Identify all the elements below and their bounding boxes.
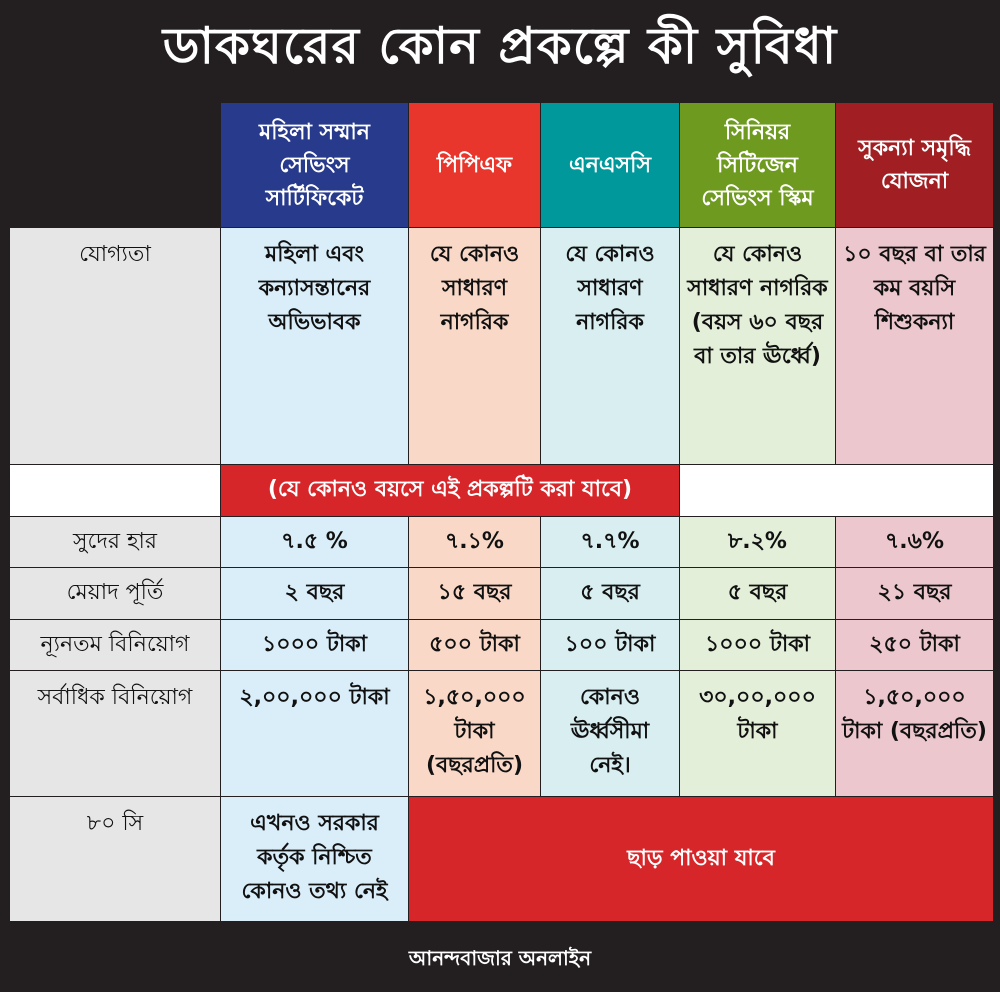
note-row-right-blank — [680, 465, 993, 516]
row-label-min-investment: ন্যূনতম বিনিয়োগ — [10, 620, 220, 670]
header-nsc: এনএসসি — [541, 103, 679, 227]
cell-eligibility-nsc: যে কোনও সাধারণ নাগরিক — [541, 228, 679, 464]
cell-interest-ppf: ৭.১% — [409, 517, 540, 567]
cell-maturity-ppf: ১৫ বছর — [409, 568, 540, 619]
cell-eligibility-senior: যে কোনও সাধারণ নাগরিক (বয়স ৬০ বছর বা তার ঊর্ধ্বে) — [680, 228, 835, 464]
cell-eligibility-ppf: যে কোনও সাধারণ নাগরিক — [409, 228, 540, 464]
cell-min-investment-mahila: ১০০০ টাকা — [221, 620, 408, 670]
cell-max-investment-ppf: ১,৫০,০০০ টাকা (বছরপ্রতি) — [409, 671, 540, 796]
cell-maturity-sukanya: ২১ বছর — [836, 568, 993, 619]
header-ppf: পিপিএফ — [409, 103, 540, 227]
cell-interest-mahila: ৭.৫ % — [221, 517, 408, 567]
cell-maturity-senior: ৫ বছর — [680, 568, 835, 619]
cell-maturity-mahila: ২ বছর — [221, 568, 408, 619]
cell-max-investment-senior: ৩০,০০,০০০ টাকা — [680, 671, 835, 796]
header-senior-citizen: সিনিয়র সিটিজেন সেভিংস স্কিম — [680, 103, 835, 227]
note-row-left-blank — [10, 465, 220, 516]
cell-maturity-nsc: ৫ বছর — [541, 568, 679, 619]
cell-max-investment-sukanya: ১,৫০,০০০ টাকা (বছরপ্রতি) — [836, 671, 993, 796]
cell-min-investment-sukanya: ২৫০ টাকা — [836, 620, 993, 670]
cell-eligibility-mahila: মহিলা এবং কন্যাসন্তানের অভিভাবক — [221, 228, 408, 464]
cell-max-investment-nsc: কোনও ঊর্ধ্বসীমা নেই। — [541, 671, 679, 796]
source-credit: আনন্দবাজার অনলাইন — [408, 945, 592, 970]
header-sukanya: সুকন্যা সমৃদ্ধি যোজনা — [836, 103, 993, 227]
cell-eligibility-sukanya: ১০ বছর বা তার কম বয়সি শিশুকন্যা — [836, 228, 993, 464]
cell-80c-others-banner: ছাড় পাওয়া যাবে — [409, 797, 993, 921]
row-label-eligibility: যোগ্যতা — [10, 228, 220, 464]
cell-interest-nsc: ৭.৭% — [541, 517, 679, 567]
cell-80c-mahila: এখনও সরকার কর্তৃক নিশ্চিত কোনও তথ্য নেই — [221, 797, 408, 921]
cell-min-investment-ppf: ৫০০ টাকা — [409, 620, 540, 670]
cell-interest-senior: ৮.২% — [680, 517, 835, 567]
cell-min-investment-nsc: ১০০ টাকা — [541, 620, 679, 670]
cell-interest-sukanya: ৭.৬% — [836, 517, 993, 567]
row-label-80c: ৮০ সি — [10, 797, 220, 921]
header-mahila-samman: মহিলা সম্মান সেভিংস সার্টিফিকেট — [221, 103, 408, 227]
cell-max-investment-mahila: ২,০০,০০০ টাকা — [221, 671, 408, 796]
row-label-interest: সুদের হার — [10, 517, 220, 567]
cell-min-investment-senior: ১০০০ টাকা — [680, 620, 835, 670]
row-label-max-investment: সর্বাধিক বিনিয়োগ — [10, 671, 220, 796]
page-title: ডাকঘরের কোন প্রকল্পে কী সুবিধা — [162, 16, 838, 75]
row-label-maturity: মেয়াদ পূর্তি — [10, 568, 220, 619]
eligibility-note-banner: (যে কোনও বয়সে এই প্রকল্পটি করা যাবে) — [221, 465, 679, 516]
